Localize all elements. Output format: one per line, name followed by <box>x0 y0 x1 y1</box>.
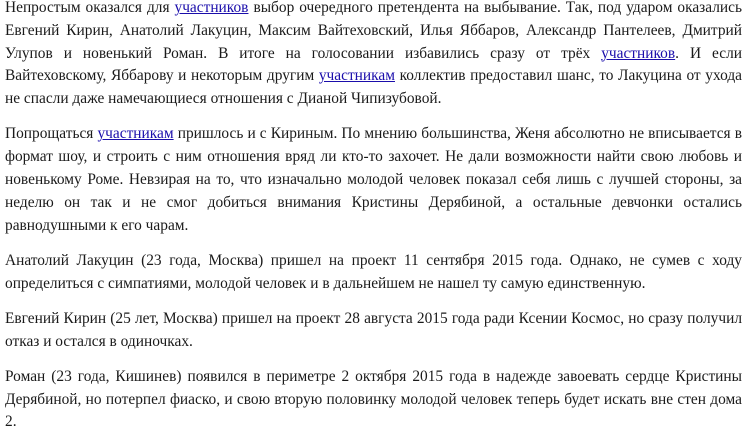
participants-link[interactable]: участникам <box>318 67 395 85</box>
paragraph-4: Евгений Кирин (25 лет, Москва) пришел на проект 28 августа 2015 года ради Ксении Космос, но сразу получил отказ и остался в одиночках. <box>5 309 742 350</box>
paragraph-5: Роман (23 года, Кишинев) появился в периметре 2 октября 2015 года в надежде завоевать сердце Кристины Дерябиной, но потерпел фиаско, и свою вторую половинку молодой человек теперь будет искать вне стен дома 2. <box>5 367 742 431</box>
text-segment: коллектив предоставил шанс, то Лакуцина от ухода не спасли даже намечающиеся отношения с Дианой Чипизубовой. <box>5 67 743 108</box>
text-segment: пришлось и с Кириным. По мнению большинства, Женя абсолютно не вписывается в формат шоу, и строить с ним отношения вряд ли кто-то захочет. Не дали возможности найти свою любовь и новенькому Роме. Невзирая на то, что изначально молодой человек показал себя лишь с лучшей стороны, за неделю он так и не смог добиться внимания Кристины Дерябиной, а остальные девчонки остались равнодушными к его чарам. <box>5 125 742 234</box>
text-segment: выбор очередного претендента на выбывание. Так, под ударом оказались Евгений Кирин, Анатолий Лакуцин, Максим Вайтеховский, Илья Яббаров, Александр Пантелеев, Дмитрий Улупов и новенький Роман. В итоге на голосовании избавились сразу от трёх <box>5 0 742 62</box>
participants-link[interactable]: участников <box>174 0 249 16</box>
text-segment: . И если Вайтеховскому, Яббарову и некоторым другим <box>5 44 742 85</box>
paragraph-1 <box>5 0 742 111</box>
text-segment: Непростым оказался для <box>5 0 175 16</box>
participants-link[interactable]: участникам <box>97 125 174 143</box>
paragraph-2 <box>5 123 742 237</box>
participants-link[interactable]: участников <box>601 44 676 62</box>
text-segment: Попрощаться <box>5 125 98 143</box>
paragraph-3: Анатолий Лакуцин (23 года, Москва) пришел на проект 11 сентября 2015 года. Однако, не сумев с ходу определиться с симпатиями, молодой человек и в дальнейшем не нашел ту самую единственную. <box>5 251 742 292</box>
